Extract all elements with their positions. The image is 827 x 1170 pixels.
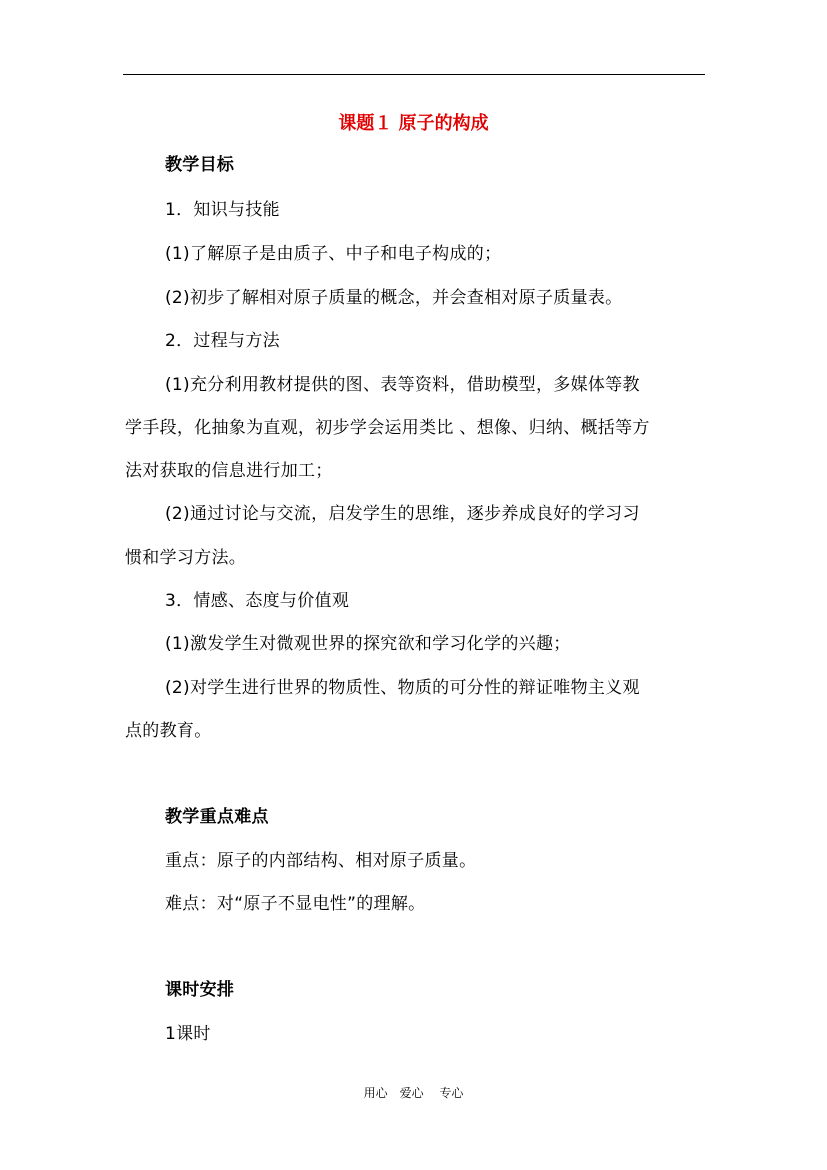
key-point-line: 重点：原子的内部结构、相对原子质量。 [165,851,477,871]
difficult-point-line: 难点：对“原子不显电性”的理解。 [165,894,426,914]
schedule-content: 1课时 [165,1024,211,1044]
paragraph-line: 惯和学习方法。 [125,548,247,568]
page-footer: 用心 爱心 专心 [363,1086,464,1100]
subheading-process-method: 2．过程与方法 [165,331,280,351]
paragraph-line: (1)充分利用教材提供的图、表等资料，借助模型，多媒体等教 [165,375,640,395]
paragraph-line: 点的教育。 [125,721,212,741]
paragraph-line: 学手段，化抽象为直观，初步学会运用类比 、想像、归纳、概括等方 [125,418,650,438]
header-rule [123,74,705,75]
paragraph-line: (2)初步了解相对原子质量的概念，并会查相对原子质量表。 [165,288,623,308]
paragraph-line: (1)了解原子是由质子、中子和电子构成的； [165,244,502,264]
paragraph-line: (1)激发学生对微观世界的探究欲和学习化学的兴趣； [165,634,571,654]
section-heading-key-difficult-points: 教学重点难点 [165,807,269,827]
section-heading-objectives: 教学目标 [165,155,235,175]
subheading-knowledge-skills: 1．知识与技能 [165,200,280,220]
paragraph-line: 法对获取的信息进行加工； [125,461,333,481]
document-title: 课题１ 原子的构成 [338,113,489,134]
section-heading-schedule: 课时安排 [165,980,235,1000]
paragraph-line: (2)对学生进行世界的物质性、物质的可分性的辩证唯物主义观 [165,678,640,698]
paragraph-line: (2)通过讨论与交流，启发学生的思维，逐步养成良好的学习习 [165,504,640,524]
subheading-emotion-attitude-values: 3．情感、态度与价值观 [165,591,350,611]
